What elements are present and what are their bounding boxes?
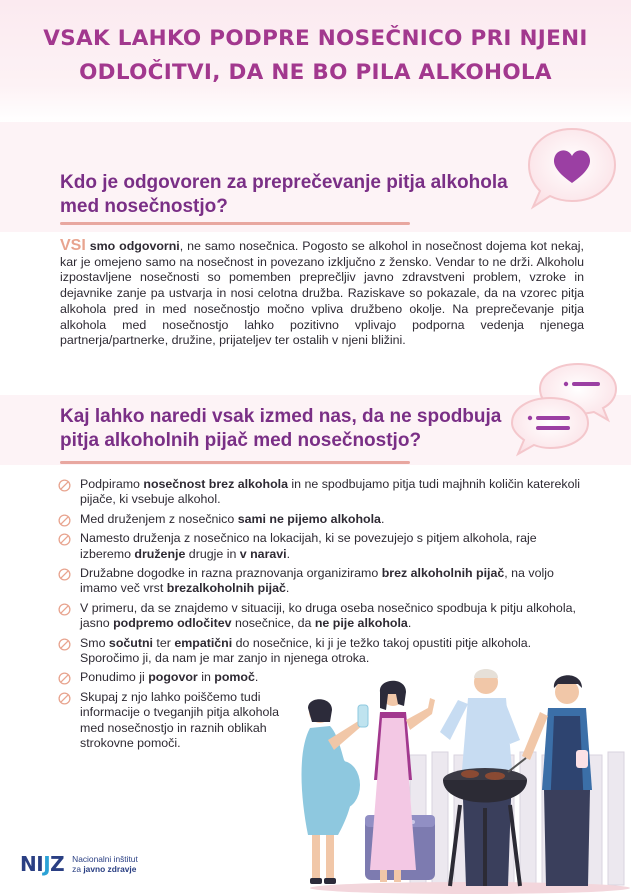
section2-underline [60,461,410,464]
section2-heading-line-2: pitja alkoholnih pijač med nosečnostjo? [60,430,422,451]
lead-word: VSI [60,237,86,254]
title-line-1: VSAK LAHKO PODPRE NOSEČNICO PRI NJENI [43,26,588,51]
list-item: Podpiramo nosečnost brez alkohola in ne spodbujamo pitja tudi majhnih količin katerekoli pijače, ki vsebuje alkohol. [58,477,590,508]
intro-body: , ne samo nosečnica. Pogosto se alkohol in nosečnost dojema kot nekaj, kar je omejeno samo na nosečnost in povezano izključno z žensko. Vendar to ne drži. Alkoholu izpostavljene nosečnosti so pomemben preprečljiv javno zdravstveni problem, vzroke in dejavnike zanje pa ustvarja in nosi celotna družba. Raziskave so pokazale, da na vzorec pitja alkohola pred in med nosečnostjo močno vpliva družbeno okolje. Na preprečevanje pitja alkohola med nosečnostjo lahko pozitivno vplivajo podporna vedenja njenega partnerja/partnerke, družine, prijateljev ter ostalih v njeni bližini. [60,239,584,348]
section1-heading-line-2: med nosečnostjo? [60,196,228,217]
lead-bold: smo odgovorni [89,239,180,253]
chat-bubbles-icon [508,362,620,458]
no-sign-icon [58,514,71,527]
list-item: Skupaj z njo lahko poiščemo tudi informacije o tveganjih pitja alkohola med nosečnostjo in raznih oblikah strokovne pomoči. [58,690,293,752]
page-title [40,22,591,90]
list-item: Ponudimo ji pogovor in pomoč. [58,670,590,685]
no-sign-icon [58,672,71,685]
no-sign-icon [58,533,71,546]
section2-heading-line-1: Kaj lahko naredi vsak izmed nas, da ne spodbuja [60,406,502,427]
no-sign-icon [58,479,71,492]
logo-line-2-plain: za [72,864,84,874]
list-item: Med druženjem z nosečnico sami ne pijemo alkohola. [58,512,590,527]
no-sign-icon [58,638,71,651]
section2-heading [60,405,501,453]
barbecue-people-illustration [290,660,631,896]
title-line-2: ODLOČITVI, DA NE BO PILA ALKOHOLA [79,60,552,85]
list-item: V primeru, da se znajdemo v situaciji, ko druga oseba nosečnico spodbuja k pitju alkohola, jasno podpremo odločitev nosečnice, da ne pije alkohola. [58,601,590,632]
section1-underline [60,222,410,225]
no-sign-icon [58,692,71,705]
list-item: Namesto druženja z nosečnico na lokacijah, ki se povezujejo s pitjem alkohola, raje izberemo druženje drugje in v naravi. [58,531,590,562]
list-item: Družabne dogodke in razna praznovanja organiziramo brez alkoholnih pijač, na voljo imamo več vrst brezalkoholnih pijač. [58,566,590,597]
logo-line-2-bold: javno zdravje [83,864,137,874]
logo-text [72,854,138,875]
logo-line-1: Nacionalni inštitut [72,853,138,864]
heart-speech-bubble-icon [525,125,619,211]
logo-mark: NIJZ [20,852,65,876]
section1-heading [60,171,508,219]
intro-paragraph [60,238,584,349]
nijz-logo [20,852,138,876]
list-item: Smo sočutni ter empatični do nosečnice, ki ji je težko takoj opustiti pitje alkohola. Sporočimo ji, da nam je mar zanjo in njenega otroka. [58,636,590,667]
no-sign-icon [58,603,71,616]
no-sign-icon [58,568,71,581]
section1-heading-line-1: Kdo je odgovoren za preprečevanje pitja alkohola [60,172,508,193]
